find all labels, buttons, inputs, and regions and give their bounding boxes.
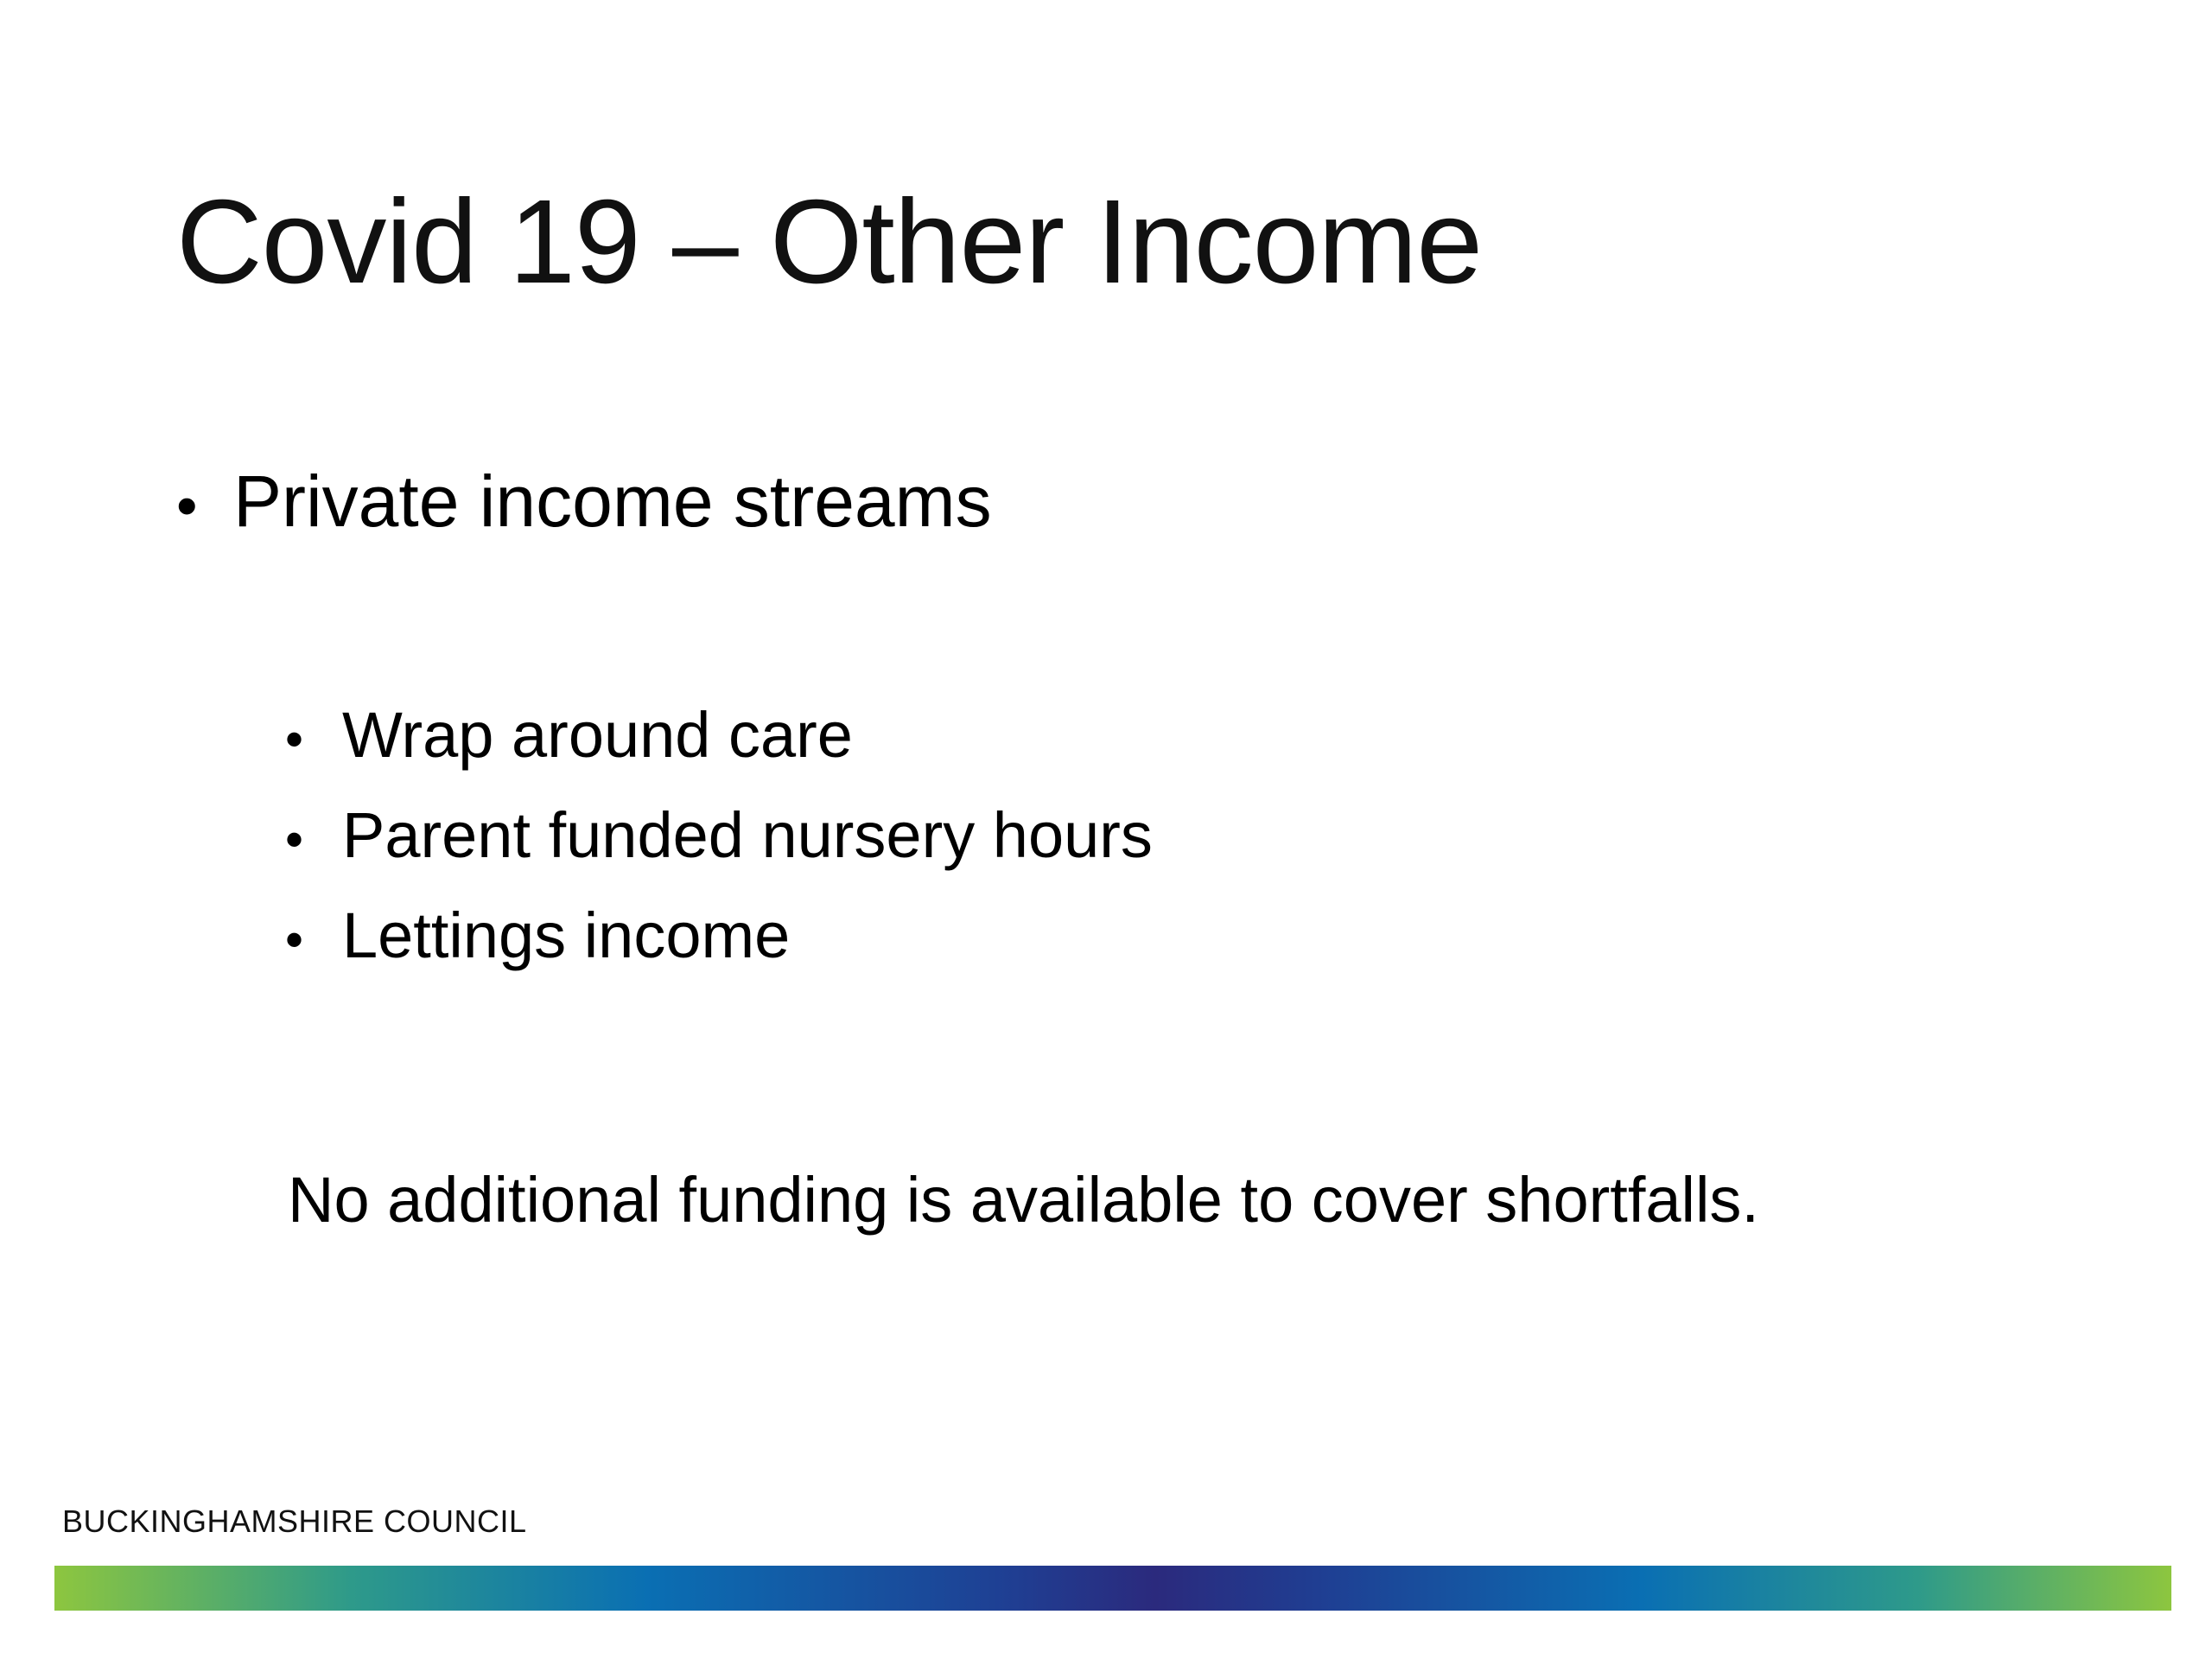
list-item bbox=[285, 687, 1153, 787]
list-item bbox=[285, 887, 1153, 988]
note-text: No additional funding is available to cover shortfalls. bbox=[288, 1164, 1759, 1236]
bullet-icon: • bbox=[176, 472, 198, 539]
sub-bullet-list bbox=[285, 687, 1153, 988]
sub-bullet-text: Wrap around care bbox=[342, 699, 853, 771]
slide-title: Covid 19 – Other Income bbox=[176, 175, 1483, 308]
bullet-icon: • bbox=[285, 710, 304, 768]
main-bullet bbox=[176, 458, 992, 545]
bullet-icon: • bbox=[285, 810, 304, 868]
main-bullet-text: Private income streams bbox=[233, 461, 992, 542]
list-item bbox=[285, 787, 1153, 887]
footer-gradient-bar bbox=[54, 1566, 2171, 1611]
sub-bullet-text: Lettings income bbox=[342, 899, 791, 971]
bullet-icon: • bbox=[285, 911, 304, 969]
sub-bullet-text: Parent funded nursery hours bbox=[342, 799, 1153, 871]
footer-organisation: BUCKINGHAMSHIRE COUNCIL bbox=[62, 1503, 527, 1539]
